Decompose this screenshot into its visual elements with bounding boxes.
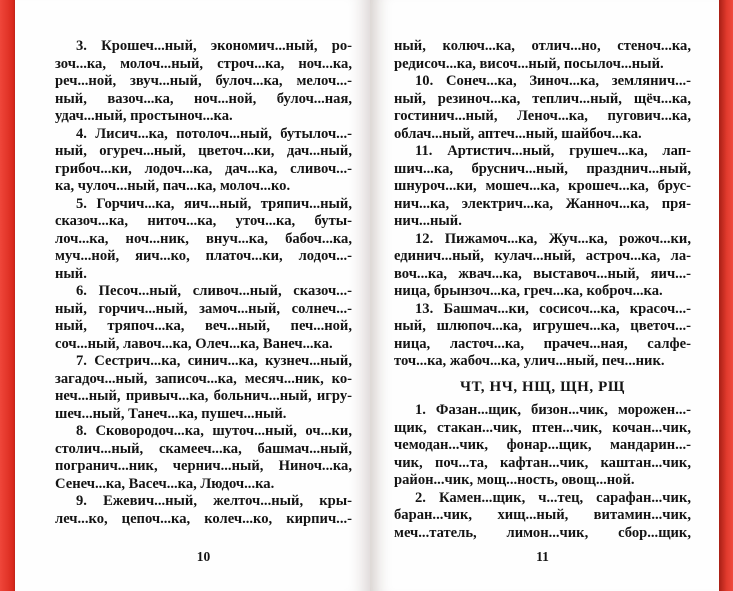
text-line: ный, огуреч...ный, цветоч...ки, дач...ный, (55, 143, 352, 159)
paragraph (394, 490, 691, 543)
text-line: 9. Ежевич...ный, желточ...ный, кры- (76, 493, 352, 509)
text-line: лоч...ка, ноч...ник, внуч...ка, бабоч...ка, (55, 230, 352, 247)
text-line: сказоч...ка, ниточ...ка, уточ...ка, буты- (55, 213, 352, 229)
text-line: 2. Камен...щик, ч...тец, сарафан...чик, (415, 489, 691, 506)
text-line: ница, брынзоч...ка, греч...ка, коброч...ка. (394, 283, 663, 299)
paragraph (55, 126, 352, 196)
text-line: чемодан...чик, фонар...щик, мандарин...- (394, 437, 691, 453)
text-line: 4. Лисич...ка, потолоч...ный, бутылоч...- (76, 125, 352, 142)
text-line: редисоч...ка, височ...ный, посылоч...ный. (394, 55, 664, 72)
text-line: ный, шлюпоч...ка, игрушеч...ка, цветоч...- (394, 318, 691, 334)
text-line: соч...ный, лавоч...ка, Олеч...ка, Ванеч...ка. (55, 335, 333, 352)
text-line: ный, вазоч...ка, ноч...ной, булоч...ная, (55, 90, 352, 107)
text-line: 1. Фазан...щик, бизон...чик, морожен...- (415, 402, 691, 418)
page-number-right: 11 (536, 549, 549, 564)
text-line: чик, поч...та, кафтан...чик, каштан...чик, (394, 454, 691, 471)
text-line: точ...ка, жабоч...ка, улич...ный, печ...ник. (394, 353, 665, 369)
paragraph (55, 353, 352, 423)
text-line: шич...ка, бруснич...ный, празднич...ный, (394, 160, 691, 177)
paragraph (55, 283, 352, 353)
text-line: загадоч...ный, записоч...ка, месяч...ник, ко- (55, 370, 352, 387)
text-line: меч...татель, лимон...чик, сбор...щик, (394, 524, 691, 541)
text-line: ный, тряпоч...ка, веч...ный, печ...ной, (55, 318, 352, 334)
text-line: единич...ный, кулач...ный, астроч...ка, ла- (394, 248, 691, 264)
text-line: грибоч...ки, лодоч...ка, дач...ка, сливоч...- (55, 160, 352, 177)
text-line: ный. (55, 265, 87, 282)
text-line: ный, колюч...ка, отлич...но, стеноч...ка, (394, 38, 691, 54)
text-line: Сенеч...ка, Васеч...ка, Людоч...ка. (55, 475, 275, 492)
page-number-left: 10 (196, 549, 211, 564)
right-page-text (394, 38, 691, 542)
text-line: столич...ный, скамееч...ка, башмач...ный, (55, 440, 352, 457)
text-line: удач...ный, простыноч...ка. (55, 108, 233, 124)
text-line: ный, резиноч...ка, теплич...ный, щёч...ка, (394, 90, 691, 107)
text-line: ка, чулоч...ный, пач...ка, молоч...ко. (55, 178, 291, 194)
paragraph (394, 301, 691, 371)
paragraph (394, 402, 691, 490)
paragraph (394, 73, 691, 143)
text-line: 8. Сковородоч...ка, шуточ...ный, оч...ки, (76, 423, 352, 439)
paragraph (394, 38, 691, 73)
text-line: 10. Сонеч...ка, Зиноч...ка, землянич...- (415, 73, 691, 89)
text-line: баран...чик, хищ...ный, витамин...чик, (394, 507, 691, 523)
text-line: 12. Пижамоч...ка, Жуч...ка, рожоч...ки, (415, 230, 691, 247)
text-line: гостинич...ный, Леноч...ка, пугович...ка, (394, 108, 691, 124)
cover-edge-left (0, 0, 15, 591)
text-line: муч...ной, яич...ко, платоч...ки, лодоч...- (55, 248, 352, 264)
text-line: шнуроч...ки, мошеч...ка, крошеч...ка, брус- (394, 178, 691, 194)
text-line: нич...ный. (394, 213, 462, 229)
text-line: леч...ко, цепоч...ка, колеч...ко, кирпич...- (55, 510, 352, 527)
paragraph (394, 143, 691, 231)
section-heading: ЧТ, НЧ, НЩ, ЩН, РЩ (460, 378, 625, 395)
paragraph (55, 493, 352, 528)
text-line: реч...ной, звуч...ный, булоч...ка, мелоч...- (55, 73, 352, 89)
text-line: 6. Песоч...ный, сливоч...ный, сказоч...- (76, 283, 352, 299)
text-line: 7. Сестрич...ка, синич...ка, кузнеч...ный, (76, 353, 352, 369)
text-line: облач...ный, аптеч...ный, шайбоч...ка. (394, 125, 642, 142)
text-line: ный, горчич...ный, замоч...ный, солнеч...- (55, 300, 352, 317)
text-line: 5. Горчич...ка, яич...ный, тряпич...ный, (76, 195, 352, 212)
text-line: неч...ный, привыч...ка, больнич...ный, игру- (55, 388, 352, 404)
text-line: щик, стакан...чик, птен...чик, кочан...чик, (394, 419, 691, 436)
text-line: 11. Артистич...ный, грушеч...ка, лап- (415, 143, 691, 159)
page-left (15, 0, 370, 591)
paragraph (55, 423, 352, 493)
left-page-text (55, 38, 352, 528)
text-line: 3. Крошеч...ный, экономич...ный, ро- (76, 38, 352, 54)
text-line: нич...ка, электрич...ка, Жанноч...ка, пря- (394, 195, 691, 212)
text-line: район...чик, мощ...ность, овощ...ной. (394, 472, 635, 488)
cover-edge-right (719, 0, 733, 591)
paragraph (394, 231, 691, 301)
page-right (370, 0, 719, 591)
text-line: 13. Башмач...ки, сосисоч...ка, красоч...- (415, 300, 691, 317)
text-line: ница, ласточ...ка, прачеч...ная, салфе- (394, 335, 691, 352)
text-line: воч...ка, жвач...ка, выставоч...ный, яич...- (394, 265, 691, 282)
text-line: зоч...ка, молоч...ный, строч...ка, ноч...ка, (55, 55, 352, 72)
paragraph (55, 38, 352, 126)
text-line: погранич...ник, чернич...ный, Ниноч...ка, (55, 458, 352, 474)
text-line: шеч...ный, Танеч...ка, пушеч...ный. (55, 405, 287, 422)
paragraph (55, 196, 352, 284)
